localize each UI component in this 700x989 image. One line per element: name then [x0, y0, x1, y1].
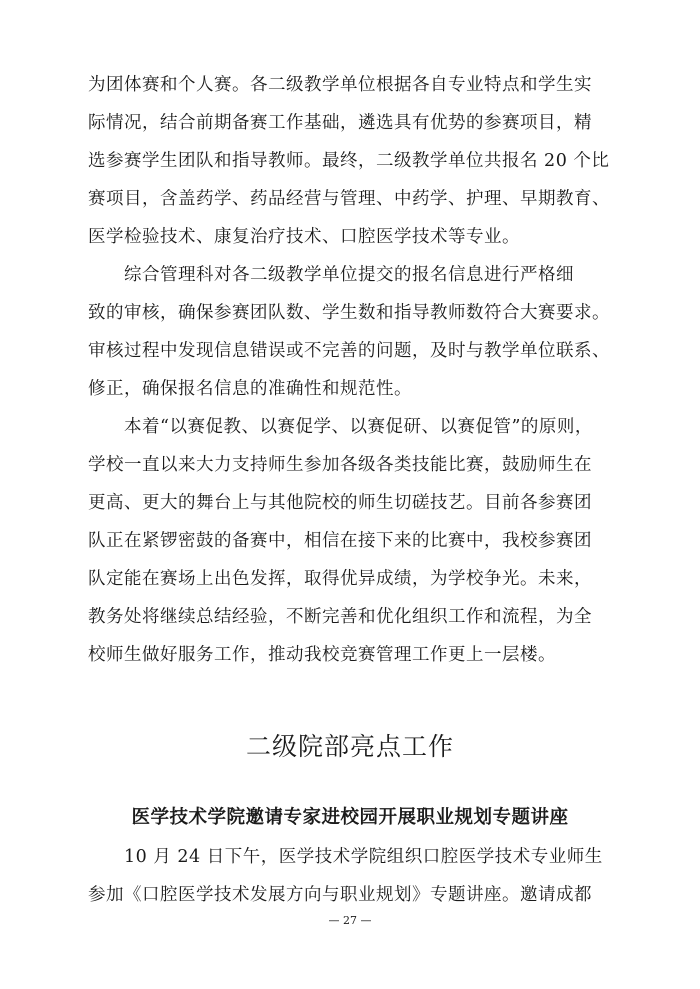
text-line: 参加《口腔医学技术发展方向与职业规划》专题讲座。邀请成都 [88, 885, 592, 905]
text-line: 医学检验技术、康复治疗技术、口腔医学技术等专业。 [88, 227, 520, 247]
text-line: 赛项目，含盖药学、药品经营与管理、中药学、护理、早期教育、 [88, 189, 610, 209]
text-line: 更高、更大的舞台上与其他院校的师生切磋技艺。目前各参赛团 [88, 493, 592, 513]
text-line: 校师生做好服务工作，推动我校竞赛管理工作更上一层楼。 [88, 645, 556, 665]
text-line: 为团体赛和个人赛。各二级教学单位根据各自专业特点和学生实 [88, 75, 592, 95]
section-title: 二级院部亮点工作 [245, 732, 454, 761]
text-line: 综合管理科对各二级教学单位提交的报名信息进行严格细 [88, 265, 574, 285]
text-line: 致的审核，确保参赛团队数、学生数和指导教师数符合大赛要求。 [88, 303, 610, 323]
article-title: 医学技术学院邀请专家进校园开展职业规划专题讲座 [131, 807, 569, 828]
page-number: — 27 — [328, 914, 372, 927]
text-line: 教务处将继续总结经验，不断完善和优化组织工作和流程，为全 [88, 607, 592, 627]
text-line: 队定能在赛场上出色发挥，取得优异成绩，为学校争光。未来， [88, 569, 592, 589]
text-line: 本着“以赛促教、以赛促学、以赛促研、以赛促管”的原则， [88, 417, 593, 437]
text-line: 修正，确保报名信息的准确性和规范性。 [88, 379, 412, 399]
text-line: 队正在紧锣密鼓的备赛中，相信在接下来的比赛中，我校参赛团 [88, 531, 592, 551]
text-line: 审核过程中发现信息错误或不完善的问题，及时与教学单位联系、 [88, 341, 610, 361]
text-line: 选参赛学生团队和指导教师。最终，二级教学单位共报名 20 个比 [88, 151, 610, 171]
text-line: 10 月 24 日下午，医学技术学院组织口腔医学技术专业师生 [88, 847, 603, 867]
text-line: 学校一直以来大力支持师生参加各级各类技能比赛，鼓励师生在 [88, 455, 592, 475]
text-line: 际情况，结合前期备赛工作基础，遴选具有优势的参赛项目，精 [88, 113, 592, 133]
